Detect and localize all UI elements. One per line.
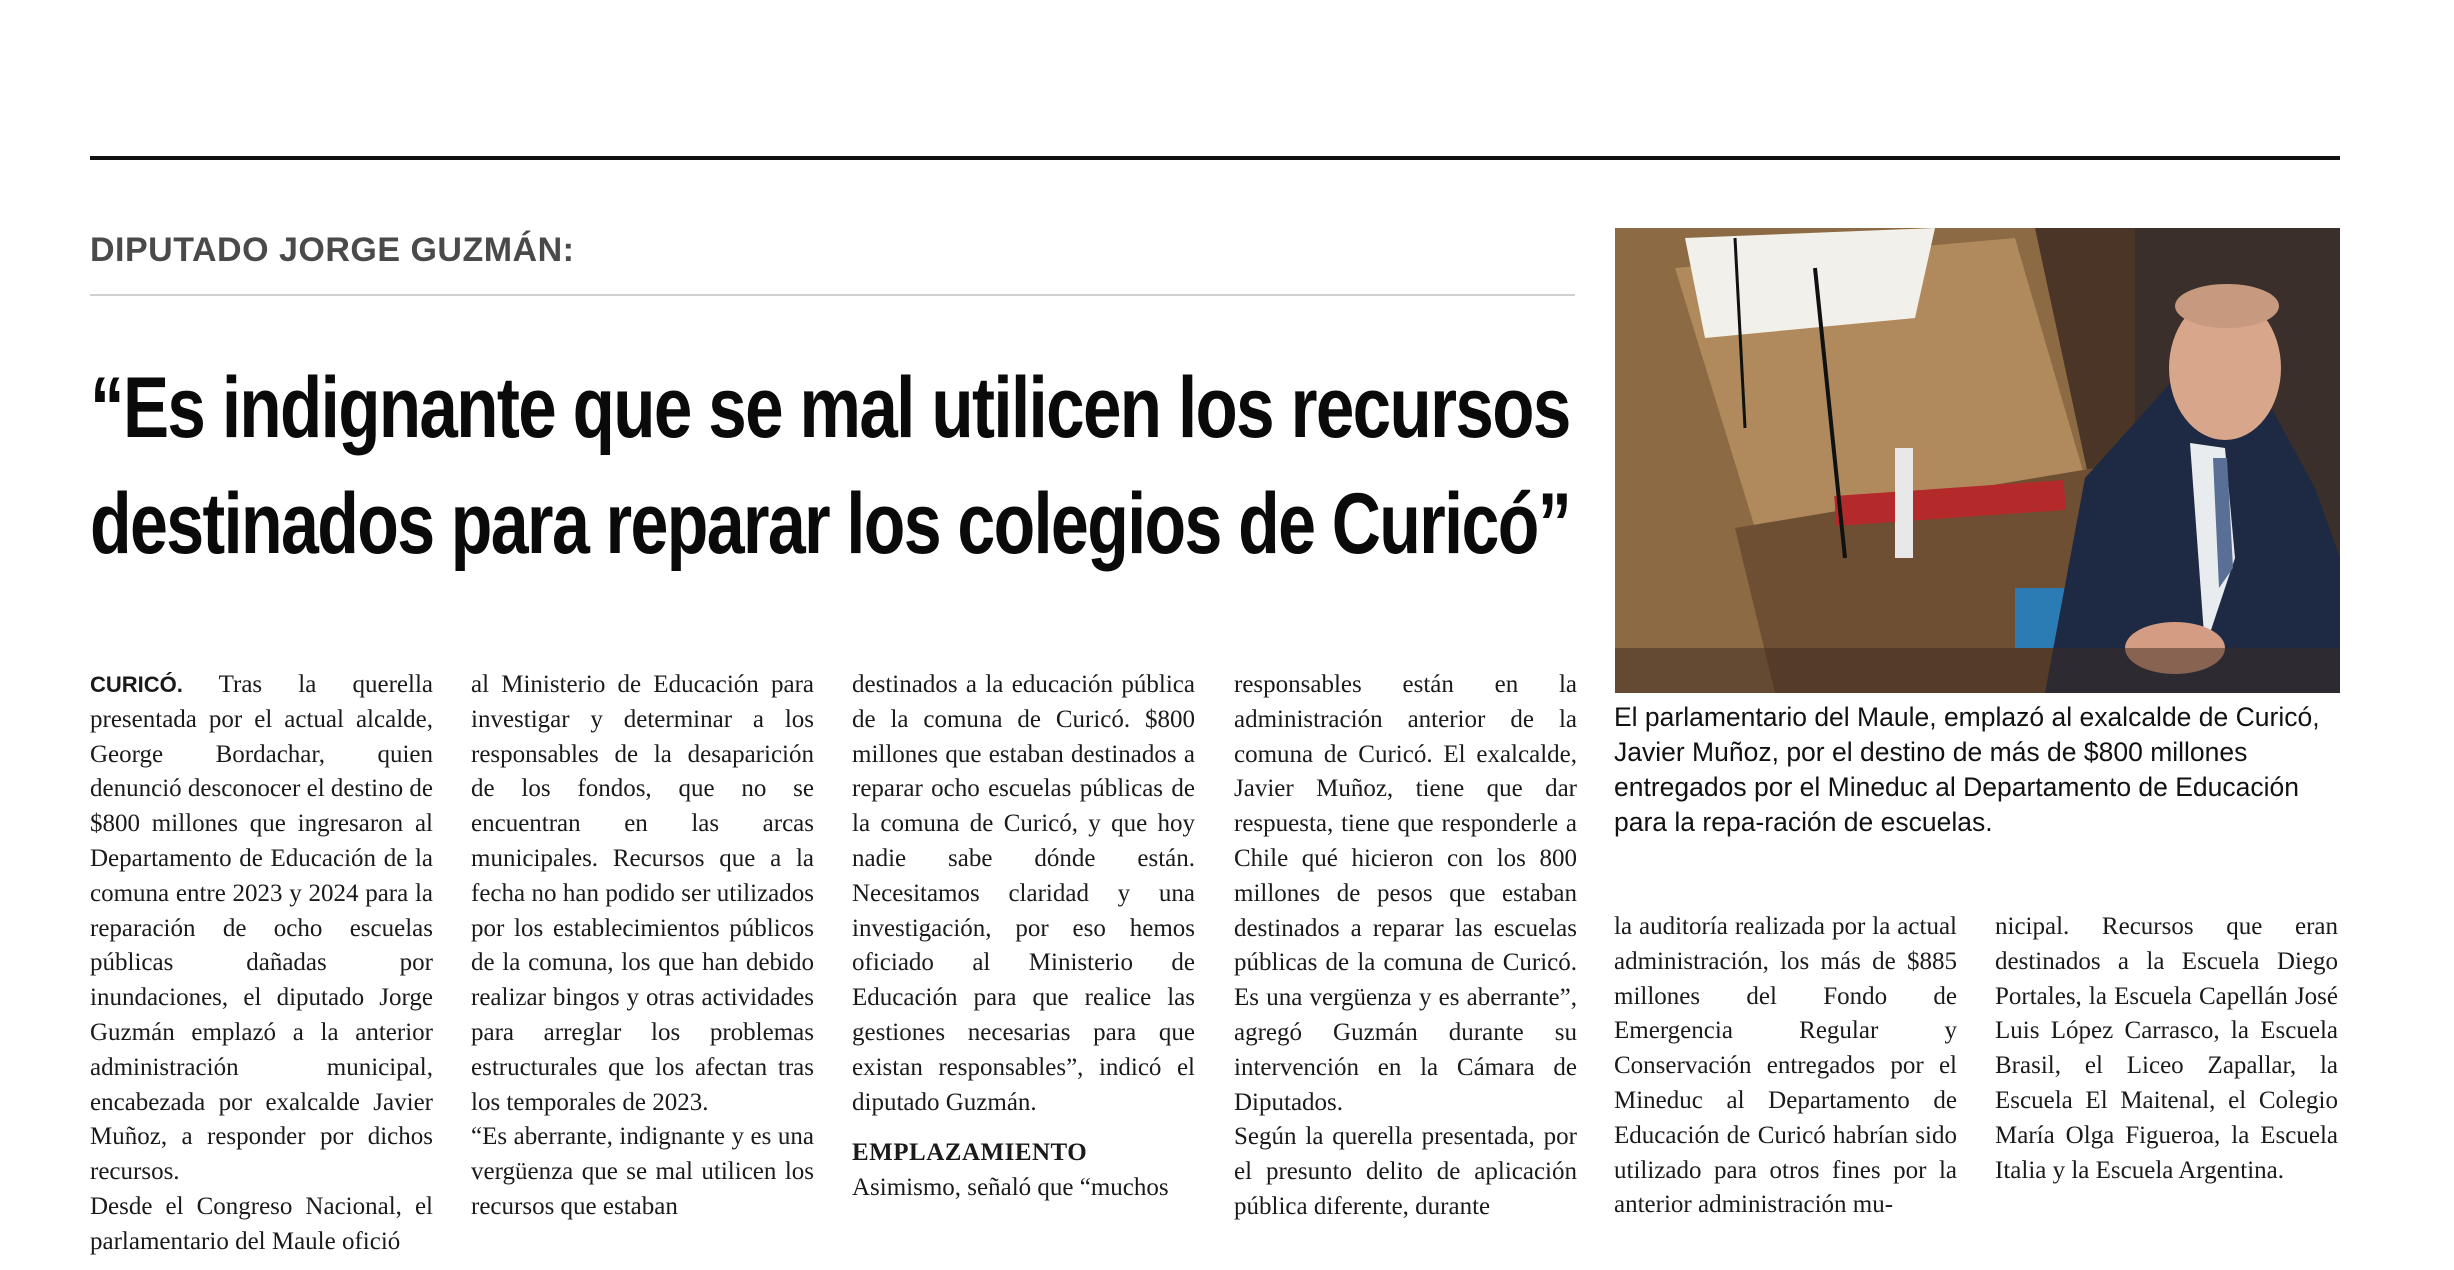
paragraph-text: Tras la querella presentada por el actual alcalde, George Bordachar, quien denunció desconocer el destino de $800 millones que ingresaron al Departamento de Educación de la comuna entre 2023 y 2024 para la reparación de ocho escuelas públicas dañadas por inundaciones, el diputado Jorge Guzmán emplazó a la anterior administración municipal, encabezada por exalcalde Javier Muñoz, a responder por dichos recursos. <box>90 671 433 1186</box>
article-column-2 <box>471 668 814 1225</box>
dateline: CURICÓ. <box>90 672 183 697</box>
headline-line-2: destinados para reparar los colegios de Curicó” <box>90 476 1571 572</box>
headline-line-1: “Es indignante que se mal utilicen los recursos <box>90 360 1570 456</box>
paragraph: Asimismo, señaló que “muchos <box>852 1174 1169 1202</box>
headline <box>90 350 1590 582</box>
kicker: DIPUTADO JORGE GUZMÁN: <box>90 228 1575 296</box>
paragraph: la auditoría realizada por la actual administración, los más de $885 millones del Fondo de Emergencia Regular y Conservación entregados por el Mineduc al Departamento de Educación de Curicó habrían sido utilizado para otros fines por la anterior administración mu- <box>1614 913 1957 1219</box>
top-rule <box>90 156 2340 160</box>
subheading: EMPLAZAMIENTO <box>852 1139 1088 1167</box>
paragraph: “Es aberrante, indignante y es una vergüenza que se mal utilicen los recursos que estaban <box>471 1123 814 1220</box>
article-column-6 <box>1995 910 2338 1188</box>
paragraph <box>90 668 433 1190</box>
paragraph: Según la querella presentada, por el presunto delito de aplicación pública diferente, durante <box>1234 1123 1577 1220</box>
paragraph: al Ministerio de Educación para investigar y determinar a los responsables de la desaparición de los fondos, que no se encuentran en las arcas municipales. Recursos que a la fecha no han podido ser utilizados por los establecimientos públicos de la comuna, los que han debido realizar bingos y otras actividades para arreglar los problemas estructurales que los afectan tras los temporales de 2023. <box>471 671 814 1116</box>
article-column-4 <box>1234 668 1577 1225</box>
article-column-3 <box>852 668 1195 1206</box>
photo-caption: El parlamentario del Maule, emplazó al exalcalde de Curicó, Javier Muñoz, por el destino de más de $800 millones entregados por el Mineduc al Departamento de Educación para la repa-ración de escuelas. <box>1614 702 2320 837</box>
paragraph: Desde el Congreso Nacional, el parlamentario del Maule ofició <box>90 1192 433 1255</box>
article-photo <box>1615 228 2340 693</box>
paragraph: destinados a la educación pública de la comuna de Curicó. $800 millones que estaban destinados a reparar ocho escuelas públicas de la comuna de Curicó, y que hoy nadie sabe dónde están. Necesitamos claridad y una investigación, por eso hemos oficiado al Ministerio de Educación para que realice las gestiones necesarias para que existan responsables”, indicó el diputado Guzmán. <box>852 671 1195 1116</box>
photo-illustration <box>1615 228 2340 693</box>
paragraph: nicipal. Recursos que eran destinados a la Escuela Diego Portales, la Escuela Capellán José Luis López Carrasco, la Escuela Brasil, el Liceo Zapallar, la Escuela El Maitenal, el Colegio María Olga Figueroa, la Escuela Italia y la Escuela Argentina. <box>1995 913 2338 1184</box>
article-column-1 <box>90 668 433 1260</box>
article-column-5 <box>1614 910 1957 1223</box>
paragraph: responsables están en la administración anterior de la comuna de Curicó. El exalcalde, Javier Muñoz, tiene que dar respuesta, tiene que responderle a Chile qué hicieron con los 800 millones de pesos que estaban destinados a reparar las escuelas públicas de la comuna de Curicó. Es una vergüenza y es aberrante”, agregó Guzmán durante su intervención en la Cámara de Diputados. <box>1234 671 1577 1116</box>
